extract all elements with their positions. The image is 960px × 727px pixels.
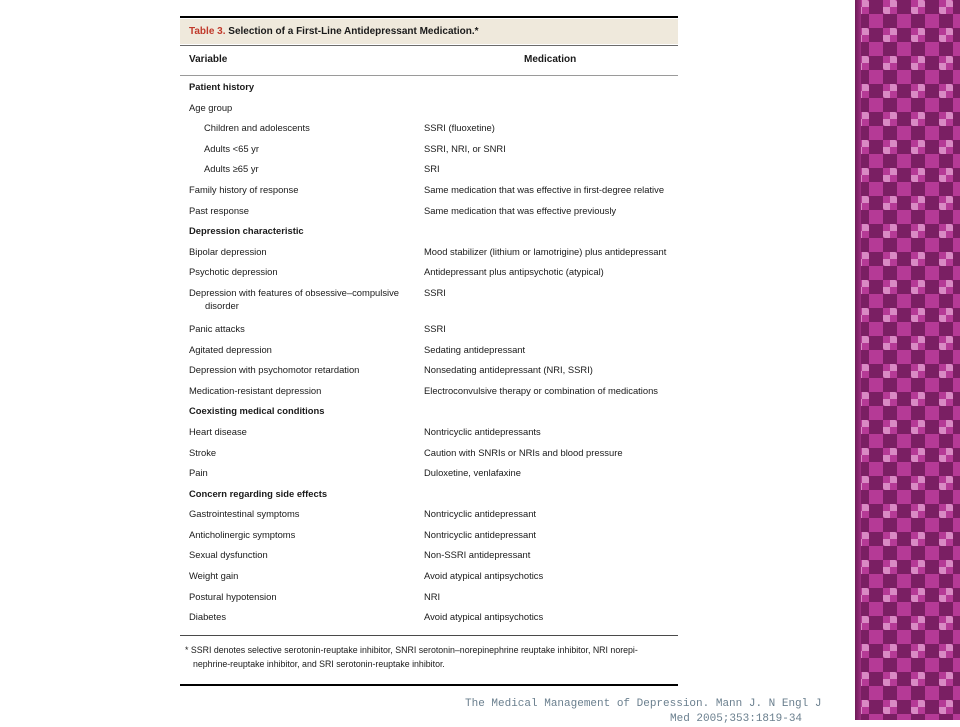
row-medication: Sedating antidepressant [424,343,526,355]
row-variable [189,80,254,93]
row-variable [204,142,259,155]
row-variable [189,466,208,479]
table-title-text: Selection of a First-Line Antidepressant Medication.* [225,26,479,37]
table-row [180,359,678,380]
row-variable [189,322,245,335]
footnote-line-1: * SSRI denotes selective serotonin-reuptake inhibitor, SNRI serotonin–norepinephrine reuptake inhibitor, NRI norepi- [185,645,638,655]
row-variable-text: Sexual dysfunction [189,549,268,561]
row-variable-text: Depression with psychomotor retardation [189,364,360,376]
table-section-row [180,76,678,97]
row-medication: Antidepressant plus antipsychotic (atypical) [424,266,604,278]
row-medication: Nontricyclic antidepressant [424,528,537,540]
row-variable [189,286,399,312]
row-variable [189,590,277,603]
row-variable [189,404,324,417]
row-variable-text: Children and adolescents [204,122,310,134]
row-variable-text: Gastrointestinal symptoms [189,508,300,520]
table-row [180,241,678,262]
table-row [180,117,678,138]
table-section-row [180,400,678,421]
table-title-rule [180,45,678,46]
row-variable-continuation: disorder [205,299,239,311]
row-variable [189,183,298,196]
side-pattern-edge [855,0,861,720]
footnote-line-2: nephrine-reuptake inhibitor, and SRI serotonin-reuptake inhibitor. [193,659,445,669]
table-row [180,606,678,627]
row-variable [189,425,247,438]
row-variable-text: Past response [189,204,249,216]
caption-line-2: Med 2005;353:1819-34 [670,713,803,725]
table-row [180,282,678,318]
table-row [180,339,678,360]
table-section-row [180,483,678,504]
row-medication: Nontricyclic antidepressant [424,508,537,520]
row-medication: Avoid atypical antipsychotics [424,611,544,623]
row-medication: SSRI [424,286,446,298]
row-medication: NRI [424,590,441,602]
table-footnote [185,643,675,671]
row-variable-text: Age group [189,101,233,113]
row-variable [189,487,327,500]
row-variable [189,528,295,541]
table-row [180,503,678,524]
row-medication: Duloxetine, venlafaxine [424,467,521,479]
row-medication: SSRI [424,322,446,334]
row-variable-text: Pain [189,467,208,479]
table-row [180,318,678,339]
row-variable-text: Stroke [189,446,217,458]
table-bottom-rule [180,684,678,686]
table-row [180,138,678,159]
row-variable [189,569,238,582]
row-medication: Nontricyclic antidepressants [424,425,541,437]
row-variable-text: Concern regarding side effects [189,487,328,499]
row-variable [189,363,359,376]
row-variable [189,204,249,217]
row-variable [189,343,272,356]
column-header-medication: Medication [524,54,577,65]
row-variable-text: Anticholinergic symptoms [189,528,296,540]
table-footer-rule [180,635,678,636]
row-medication: Same medication that was effective previously [424,204,617,216]
row-medication: Nonsedating antidepressant (NRI, SSRI) [424,364,593,376]
row-variable-text: Panic attacks [189,322,245,334]
table-row [180,544,678,565]
row-medication: Mood stabilizer (lithium or lamotrigine) plus antidepressant [424,245,667,257]
row-variable-text: Medication-resistant depression [189,384,322,396]
row-variable-text: Coexisting medical conditions [189,405,325,417]
table-row [180,586,678,607]
row-medication: Avoid atypical antipsychotics [424,570,544,582]
table-row [180,97,678,118]
table-row [180,200,678,221]
table-row [180,565,678,586]
table-top-rule [180,16,678,18]
row-variable-text: Weight gain [189,570,239,582]
row-variable [189,265,278,278]
table-row [180,179,678,200]
column-header-variable: Variable [189,54,228,65]
row-variable-text: Diabetes [189,611,227,623]
row-variable [204,121,310,134]
row-medication: SRI [424,163,440,175]
row-variable-text: Adults ≥65 yr [204,163,259,175]
table-section-row [180,220,678,241]
row-variable [189,224,304,237]
row-variable [189,101,232,114]
row-variable-text: Heart disease [189,425,247,437]
row-medication: Electroconvulsive therapy or combination of medications [424,384,658,396]
row-variable-text: Agitated depression [189,343,272,355]
row-variable [189,446,216,459]
row-variable [189,610,226,623]
row-medication: SSRI (fluoxetine) [424,122,495,134]
row-variable [189,245,267,258]
row-variable-text: Depression characteristic [189,225,304,237]
row-variable-text: Psychotic depression [189,266,278,278]
caption-line-1: The Medical Management of Depression. Mann J. N Engl J [465,698,822,710]
row-variable-text: Family history of response [189,183,299,195]
table-row [180,421,678,442]
row-medication: Same medication that was effective in first-degree relative [424,183,665,195]
row-variable-text: Patient history [189,81,255,92]
row-variable [189,507,299,520]
table-row [180,261,678,282]
table-row [180,524,678,545]
table-row [180,158,678,179]
table-row [180,380,678,401]
row-variable [204,162,259,175]
table-image [180,14,678,686]
row-variable [189,548,268,561]
row-variable [189,384,321,397]
decorative-side-pattern [855,0,960,720]
row-variable-text: Adults <65 yr [204,142,259,154]
row-medication: Non-SSRI antidepressant [424,549,531,561]
table-title-label: Table 3. [189,26,226,37]
source-caption [465,697,845,727]
table-row [180,442,678,463]
row-variable-text: Postural hypotension [189,590,277,602]
row-medication: SSRI, NRI, or SNRI [424,142,506,154]
row-variable-text: Depression with features of obsessive–compulsive [189,286,399,298]
row-variable-text: Bipolar depression [189,245,267,257]
table-title [180,19,678,44]
table-body [180,76,678,627]
table-row [180,462,678,483]
row-medication: Caution with SNRIs or NRIs and blood pressure [424,446,623,458]
